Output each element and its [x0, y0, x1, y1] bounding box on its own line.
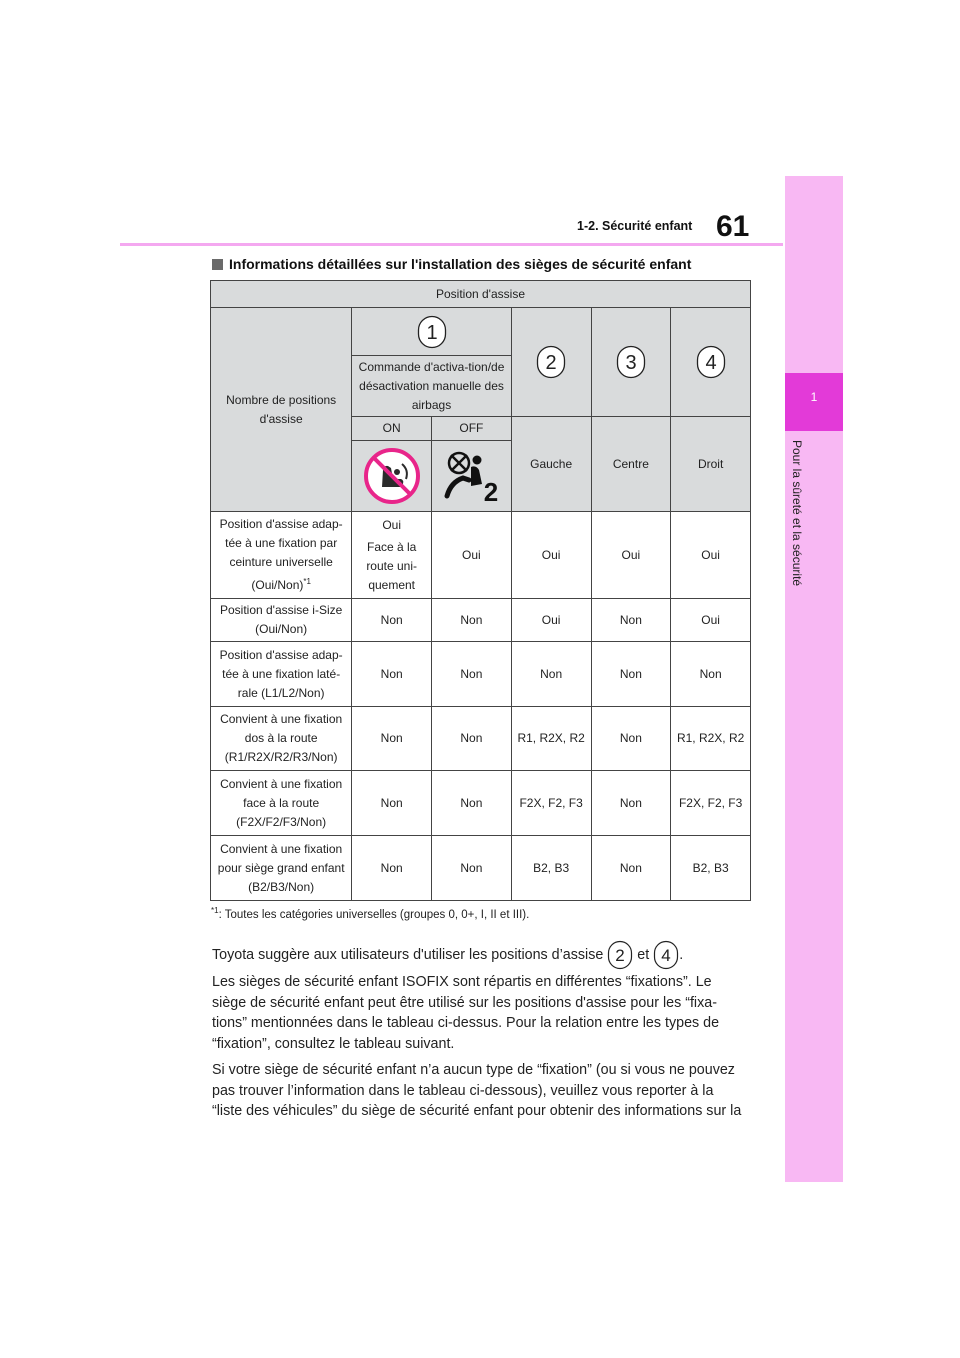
table-row: [211, 512, 751, 599]
footnote-text: : Toutes les catégories universelles (groupes 0, 0+, I, II et III).: [218, 908, 530, 921]
cell-on: Non: [352, 771, 432, 836]
cell-gauche: R1, R2X, R2: [511, 707, 591, 771]
row-label: Position d'assise i-Size (Oui/Non): [211, 599, 352, 642]
row-label: Convient à une fixation pour siège grand enfant (B2/B3/Non): [211, 836, 352, 901]
square-bullet-icon: [212, 259, 223, 270]
cell-centre: Non: [591, 642, 671, 707]
svg-text:4: 4: [705, 352, 717, 374]
passenger-airbag-off-icon: [441, 446, 501, 506]
cell-on: Oui Face à la route uni-quement: [352, 512, 432, 599]
cell-centre: Non: [591, 707, 671, 771]
seat-3-number: [591, 308, 671, 417]
cell-on: Non: [352, 707, 432, 771]
row-label: Position d'assise adap-tée à une fixation laté-rale (L1/L2/Non): [211, 642, 352, 707]
cell-centre: Non: [591, 836, 671, 901]
child-seat-airbag-prohibited-icon: [362, 446, 422, 506]
cell-gauche: Oui: [511, 512, 591, 599]
cell-droit: Oui: [671, 599, 751, 642]
cell-gauche: F2X, F2, F3: [511, 771, 591, 836]
cell-off: Non: [432, 642, 512, 707]
seat-4-number: [671, 308, 751, 417]
cell-off: Oui: [432, 512, 512, 599]
off-icon-cell: [432, 441, 512, 512]
cell-droit: Oui: [671, 512, 751, 599]
off-label: OFF: [432, 417, 512, 441]
cell-off: Non: [432, 599, 512, 642]
section-title: [212, 256, 691, 272]
seating-position-table: [210, 280, 751, 901]
seat-2-icon: [536, 345, 566, 379]
cell-on: Non: [352, 599, 432, 642]
on-label: ON: [352, 417, 432, 441]
seat-3-icon: [616, 345, 646, 379]
svg-text:3: 3: [625, 352, 637, 374]
chapter-title: [786, 440, 804, 610]
table-row: [211, 771, 751, 836]
section-header: 1-2. Sécurité enfant: [577, 219, 693, 233]
chapter-title-text: Pour la sûreté et la sécurité: [790, 440, 804, 587]
seat-2-inline-icon: [607, 940, 633, 970]
svg-text:4: 4: [661, 946, 671, 965]
table-row: [211, 642, 751, 707]
cell-centre: Non: [591, 771, 671, 836]
cell-centre: Oui: [591, 512, 671, 599]
row-label: Convient à une fixation face à la route (F2X/F2/F3/Non): [211, 771, 352, 836]
page-number: 61: [716, 210, 750, 243]
svg-text:2: 2: [545, 352, 557, 374]
cell-off: Non: [432, 707, 512, 771]
cell-droit: F2X, F2, F3: [671, 771, 751, 836]
cell-on: Non: [352, 642, 432, 707]
cell-gauche: B2, B3: [511, 836, 591, 901]
seat-4-inline-icon: [653, 940, 679, 970]
table-row: [211, 836, 751, 901]
cell-on: Non: [352, 836, 432, 901]
paragraph-isofix: Les sièges de sécurité enfant ISOFIX sont répartis en différentes “fixations”. Le siège de sécurité enfant peut être utilisé sur les positions d'assise pour les “fixa-tions” mentionnées dans le tableau ci-dessus. Pour la relation entre les types de “fixation”, consultez le tableau suivant.: [212, 974, 720, 1052]
cell-off: Non: [432, 771, 512, 836]
cell-off: Non: [432, 836, 512, 901]
row-header-label: Nombre de positions d'assise: [211, 308, 352, 512]
cell-droit: R1, R2X, R2: [671, 707, 751, 771]
table-row: [211, 599, 751, 642]
cell-gauche: Oui: [511, 599, 591, 642]
cell-centre: Non: [591, 599, 671, 642]
svg-text:1: 1: [425, 321, 438, 344]
paragraph-vehicle-list: Si votre siège de sécurité enfant n’a aucun type de “fixation” (ou si vous ne pouvez pas trouver l’information dans le tableau ci-dessous), veuillez vous reporter à la “liste des véhicules” du siège de sécurité enfant pour obtenir des informations sur la: [212, 1062, 742, 1119]
chapter-side-tab: [785, 176, 843, 1182]
row-label: Convient à une fixation dos à la route (R1/R2X/R2/R3/Non): [211, 707, 352, 771]
seat-1-number: [352, 308, 511, 356]
on-icon-cell: [352, 441, 432, 512]
section-title-text: Informations détaillées sur l'installation des sièges de sécurité enfant: [229, 256, 692, 272]
cell-droit: B2, B3: [671, 836, 751, 901]
cell-gauche: Non: [511, 642, 591, 707]
position-gauche: Gauche: [511, 417, 591, 512]
cell-droit: Non: [671, 642, 751, 707]
header-rule: [120, 243, 783, 246]
seat-1-icon: [417, 315, 447, 349]
position-centre: Centre: [591, 417, 671, 512]
seat-2-number: [511, 308, 591, 417]
footnote: [211, 906, 529, 921]
position-droit: Droit: [671, 417, 751, 512]
row-label: Position d'assise adap-tée à une fixation par ceinture universelle $(Oui/Non)^{*1}$: [211, 512, 352, 599]
seat-4-icon: [696, 345, 726, 379]
header-position-assise: Position d'assise: [211, 281, 751, 308]
airbag-control-label: Commande d'activa-tion/de désactivation manuelle des airbags: [352, 356, 511, 417]
svg-text:2: 2: [615, 946, 626, 965]
chapter-number: 1: [810, 390, 818, 404]
paragraph-recommendation: Toyota suggère aux utilisateurs d'utiliser les positions d’assise 2 et 4 .: [212, 940, 742, 970]
footnote-ref: *1: [211, 906, 219, 915]
svg-text:2: 2: [484, 477, 499, 506]
table-row: [211, 707, 751, 771]
